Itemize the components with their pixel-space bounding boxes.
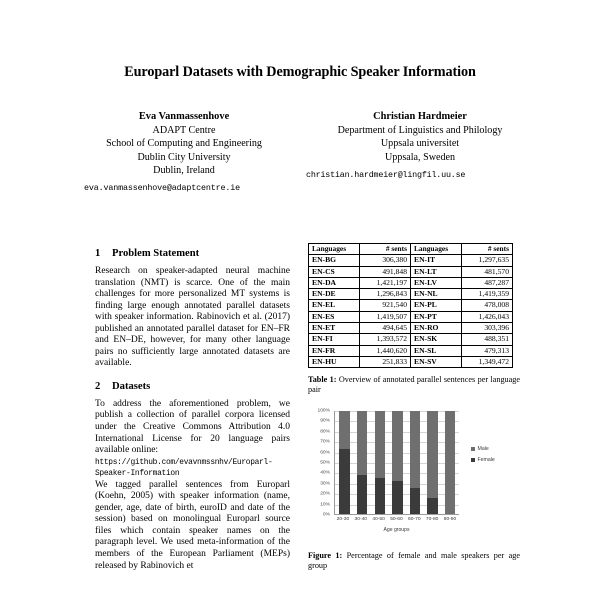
bar-50-60 xyxy=(392,411,403,514)
figure-caption-label: Figure 1: xyxy=(308,551,343,560)
cell-sentence-count: 306,380 xyxy=(360,255,411,266)
paragraph-datasets-intro: To address the aforementioned problem, we publish a collection of parallel corpora licensed under the Creative Commons Attribution 4.0 International License for 20 language pairs available online: xyxy=(95,398,290,456)
cell-sentence-count: 1,440,620 xyxy=(360,345,411,356)
cell-language: EN-ES xyxy=(309,311,360,322)
author-affiliation-line: Dublin City University xyxy=(137,151,231,163)
cell-sentence-count: 478,008 xyxy=(462,300,513,311)
cell-sentence-count: 479,313 xyxy=(462,345,513,356)
cell-language: EN-LT xyxy=(411,266,462,277)
cell-language: EN-DA xyxy=(309,277,360,288)
y-axis-labels xyxy=(308,406,332,518)
bar-segment-female xyxy=(357,475,368,514)
section-title: Datasets xyxy=(112,380,151,392)
author-email-left: eva.vanmassenhove@adaptcentre.ie xyxy=(84,183,241,193)
author-affiliation-line: Department of Linguistics and Philology xyxy=(337,124,503,136)
bar-segment-female xyxy=(375,478,386,514)
table-row xyxy=(309,311,513,322)
cell-language: EN-FR xyxy=(309,345,360,356)
figure-caption-text: Percentage of female and male speakers per age group xyxy=(308,551,520,571)
cell-sentence-count: 303,396 xyxy=(462,323,513,334)
col-header-languages-2: Languages xyxy=(411,244,462,255)
bar-segment-female xyxy=(427,498,438,514)
x-tick-label: 60-70 xyxy=(408,517,421,522)
cell-sentence-count: 491,848 xyxy=(360,266,411,277)
section-number: 1 xyxy=(95,248,101,259)
cell-sentence-count: 1,426,043 xyxy=(462,311,513,322)
y-tick-label: 0% xyxy=(322,512,330,518)
author-email-right: christian.hardmeier@lingfil.uu.se xyxy=(306,170,466,180)
cell-sentence-count: 1,419,359 xyxy=(462,289,513,300)
cell-sentence-count: 1,349,472 xyxy=(462,356,513,367)
y-tick-label: 20% xyxy=(320,491,330,497)
bar-70-80 xyxy=(427,411,438,514)
x-tick-label: 80-90 xyxy=(443,517,457,522)
y-tick-label: 60% xyxy=(320,450,330,456)
left-column xyxy=(95,248,290,572)
bar-segment-male xyxy=(410,411,421,488)
x-tick-label: 70-80 xyxy=(425,517,439,522)
author-block xyxy=(72,110,532,178)
chart-legend xyxy=(471,446,495,468)
table-row xyxy=(309,345,513,356)
y-tick-label: 80% xyxy=(320,429,330,435)
cell-sentence-count: 1,393,572 xyxy=(360,334,411,345)
cell-language: EN-FI xyxy=(309,334,360,345)
y-tick-label: 10% xyxy=(320,502,330,508)
legend-label-female: Female xyxy=(477,457,495,463)
table-row xyxy=(309,266,513,277)
bar-segment-male xyxy=(375,411,386,478)
table-row xyxy=(309,277,513,288)
col-header-languages-1: Languages xyxy=(309,244,360,255)
author-right xyxy=(308,110,532,178)
y-tick-label: 50% xyxy=(320,460,330,466)
table-caption-text: Overview of annotated parallel sentences per language pair xyxy=(308,375,520,395)
plot-area xyxy=(334,411,459,515)
cell-sentence-count: 251,833 xyxy=(360,356,411,367)
dataset-url[interactable] xyxy=(95,457,290,480)
cell-sentence-count: 481,570 xyxy=(462,266,513,277)
author-affiliation-line: Dublin, Ireland xyxy=(153,165,215,177)
dataset-url-text: https://github.com/evavnmssnhv/Europarl-Speaker-Information xyxy=(95,457,273,479)
legend-label-male: Male xyxy=(477,446,489,452)
table-row xyxy=(309,356,513,367)
right-column xyxy=(308,243,520,396)
cell-language: EN-SV xyxy=(411,356,462,367)
bar-20-30 xyxy=(339,411,350,514)
bar-80-90 xyxy=(445,411,456,514)
table-row xyxy=(309,289,513,300)
figure-caption xyxy=(308,551,520,571)
y-tick-label: 100% xyxy=(317,408,330,414)
bar-segment-male xyxy=(427,411,438,498)
author-affiliation-line: School of Computing and Engineering xyxy=(106,138,262,150)
cell-language: EN-HU xyxy=(309,356,360,367)
x-tick-label: 50-60 xyxy=(390,517,403,522)
table-caption xyxy=(308,375,520,395)
bar-segment-male xyxy=(339,411,350,449)
cell-sentence-count: 1,421,197 xyxy=(360,277,411,288)
cell-language: EN-IT xyxy=(411,255,462,266)
section-number: 2 xyxy=(95,380,101,392)
cell-sentence-count: 488,351 xyxy=(462,334,513,345)
stacked-bar-chart xyxy=(308,406,520,534)
bar-60-70 xyxy=(410,411,421,514)
author-affiliation-line: ADAPT Centre xyxy=(152,124,216,136)
cell-sentence-count: 494,645 xyxy=(360,323,411,334)
x-axis-labels xyxy=(334,517,459,522)
bar-30-40 xyxy=(357,411,368,514)
legend-item-male xyxy=(471,446,495,452)
table-caption-label: Table 1: xyxy=(308,375,337,385)
table-row xyxy=(309,300,513,311)
cell-language: EN-CS xyxy=(309,266,360,277)
legend-item-female xyxy=(471,457,495,463)
bar-40-50 xyxy=(375,411,386,514)
paragraph-problem-statement: Research on speaker-adapted neural machine translation (NMT) is scarce. One of the main challenges for more personalized MT systems is finding large enough annotated parallel datasets with speaker information. Rabinovich et al. (2017) published an annotated parallel dataset for EN–FR and EN–DE, however, for many other language pairs no sufficiently large annotated datasets are available. xyxy=(95,266,290,369)
bar-segment-female xyxy=(410,488,421,514)
table-row xyxy=(309,255,513,266)
x-tick-label: 30-40 xyxy=(354,517,368,522)
x-tick-label: 20-30 xyxy=(336,517,350,522)
section-heading-problem-statement xyxy=(95,248,290,259)
cell-language: EN-ET xyxy=(309,323,360,334)
table-row xyxy=(309,323,513,334)
author-name: Christian Hardmeier xyxy=(373,111,467,122)
bar-segment-male xyxy=(392,411,403,481)
cell-language: EN-PL xyxy=(411,300,462,311)
x-axis-title: Age groups xyxy=(383,527,410,533)
table-row xyxy=(309,334,513,345)
page-title: Europarl Datasets with Demographic Speaker Information xyxy=(124,64,476,80)
bar-group xyxy=(336,411,459,514)
cell-sentence-count: 1,297,635 xyxy=(462,255,513,266)
cell-language: EN-SL xyxy=(411,345,462,356)
legend-swatch-female-icon xyxy=(471,458,475,462)
paragraph-datasets-body: We tagged parallel sentences from Europarl (Koehn, 2005) with speaker information (name, gender, age, date of birth, euroID and date of the session) based on monolingual Europarl source files which contain speaker names on the paragraph level. We used meta-information of the members of the European Parliament (MEPs) released by Rabinovich et xyxy=(95,479,290,571)
bar-segment-male xyxy=(357,411,368,475)
y-tick-label: 40% xyxy=(320,470,330,476)
table-header-row xyxy=(309,244,513,255)
cell-language: EN-BG xyxy=(309,255,360,266)
author-affiliation-line: Uppsala, Sweden xyxy=(384,151,456,163)
cell-language: EN-RO xyxy=(411,323,462,334)
x-tick-label: 40-50 xyxy=(372,517,385,522)
cell-language: EN-NL xyxy=(411,289,462,300)
bar-segment-female xyxy=(392,481,403,514)
cell-language: EN-SK xyxy=(411,334,462,345)
y-tick-label: 70% xyxy=(320,439,330,445)
author-left xyxy=(72,110,296,178)
cell-language: EN-PT xyxy=(411,311,462,322)
cell-language: EN-LV xyxy=(411,277,462,288)
cell-sentence-count: 921,540 xyxy=(360,300,411,311)
y-tick-label: 90% xyxy=(320,418,330,424)
cell-sentence-count: 1,419,507 xyxy=(360,311,411,322)
bar-segment-female xyxy=(339,449,350,514)
legend-swatch-male-icon xyxy=(471,447,475,451)
y-tick-label: 30% xyxy=(320,481,330,487)
author-affiliation-line: Uppsala universitet xyxy=(380,138,460,150)
cell-sentence-count: 487,287 xyxy=(462,277,513,288)
cell-sentence-count: 1,296,843 xyxy=(360,289,411,300)
section-title: Problem Statement xyxy=(112,248,200,259)
author-name: Eva Vanmassenhove xyxy=(138,111,230,122)
col-header-sents-2: # sents xyxy=(462,244,513,255)
bar-segment-male xyxy=(445,411,456,514)
col-header-sents-1: # sents xyxy=(360,244,411,255)
sentences-table xyxy=(308,243,513,368)
cell-language: EN-DE xyxy=(309,289,360,300)
section-heading-datasets xyxy=(95,381,290,392)
cell-language: EN-EL xyxy=(309,300,360,311)
figure-1 xyxy=(308,406,520,546)
